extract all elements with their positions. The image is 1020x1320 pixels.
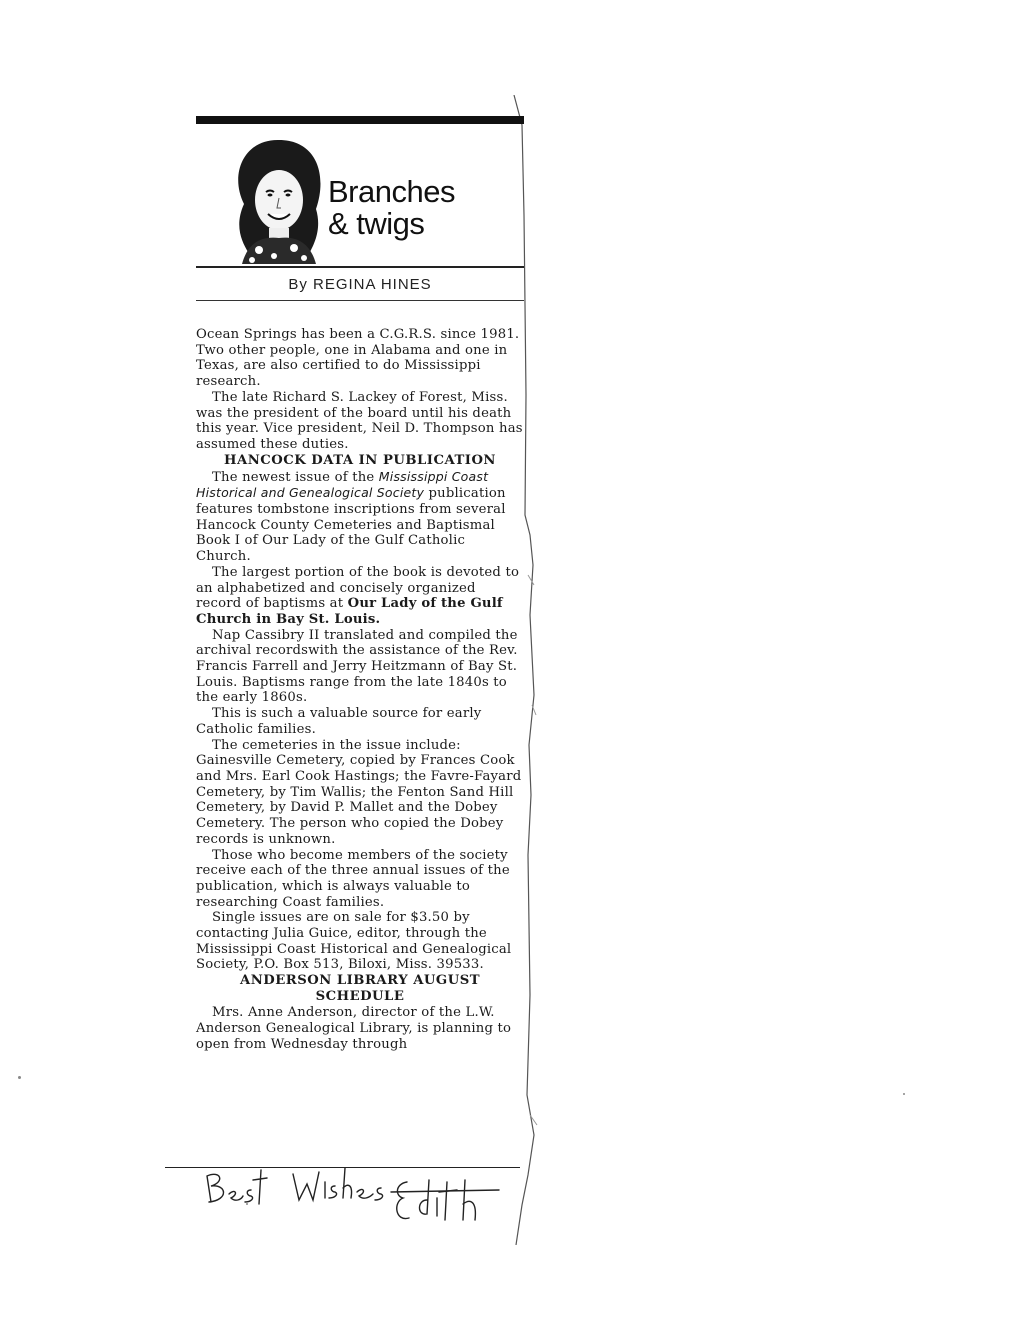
article-body <box>196 327 524 1052</box>
scan-speck <box>903 1093 905 1095</box>
church-name: Our Lady of the Gulf Church in Bay St. Louis. <box>196 596 503 627</box>
column-masthead <box>196 124 524 266</box>
scan-speck <box>18 1076 21 1079</box>
scan-speck <box>246 1203 248 1205</box>
byline-bottom-rule <box>196 300 524 301</box>
paragraph: Those who become members of the society receive each of the three annual issues of the publication, which is always valuable to researching Coast families. <box>196 847 510 910</box>
section-heading: HANCOCK DATA IN PUBLICATION <box>224 452 496 468</box>
newspaper-clipping <box>196 116 524 1052</box>
paragraph: Single issues are on sale for $3.50 by contacting Julia Guice, editor, through the Mississippi Coast Historical and Genealogical Society, P.O. Box 513, Biloxi, Miss. 39533. <box>196 910 512 973</box>
paragraph: Nap Cassibry II translated and compiled the archival recordswith the assistance of the Rev. Francis Farrell and Jerry Heitzmann of Bay St. Louis. Baptisms range from the late 1840s to the early 1860s. <box>196 627 518 706</box>
paragraph: Ocean Springs has been a C.G.R.S. since 1981. Two other people, one in Alabama and one in Texas, are also certified to do Mississippi research. <box>196 327 520 390</box>
column-title <box>328 176 455 240</box>
paragraph-text: publication features tombstone inscriptions from several Hancock County Cemeteries and Baptismal Book I of Our Lady of the Gulf Catholic Church. <box>196 486 506 565</box>
paragraph <box>196 469 524 565</box>
paragraph-text: The largest portion of the book is devoted to an alphabetized and concisely organized record of baptisms at <box>196 564 520 612</box>
byline: By REGINA HINES <box>288 276 432 293</box>
paragraph: This is such a valuable source for early Catholic families. <box>196 706 482 737</box>
paragraph: Mrs. Anne Anderson, director of the L.W. Anderson Genealogical Library, is planning to open from Wednesday through <box>196 1005 512 1052</box>
paragraph: The late Richard S. Lackey of Forest, Miss. was the president of the board until his death this year. Vice president, Neil D. Thompson has assumed these duties. <box>196 389 523 452</box>
top-rule <box>196 116 524 124</box>
publication-name: Mississippi Coast Historical and Genealogical Society <box>196 468 489 501</box>
paragraph: The cemeteries in the issue include: Gainesville Cemetery, copied by Frances Cook and Mrs. Earl Cook Hastings; the Favre-Fayard Cemetery, by Tim Wallis; the Fenton Sand Hill Cemetery, by David P. Mallet and the Dobey Cemetery. The person who copied the Dobey records is unknown. <box>196 737 522 847</box>
paragraph-text: The newest issue of the <box>212 469 379 485</box>
section-heading: ANDERSON LIBRARY AUGUST SCHEDULE <box>239 973 481 1005</box>
paragraph <box>196 565 524 628</box>
column-title-line2: & twigs <box>328 206 425 241</box>
columnist-portrait <box>224 134 334 264</box>
column-title-line1: Branches <box>328 174 455 209</box>
handwritten-signature <box>195 1160 505 1250</box>
